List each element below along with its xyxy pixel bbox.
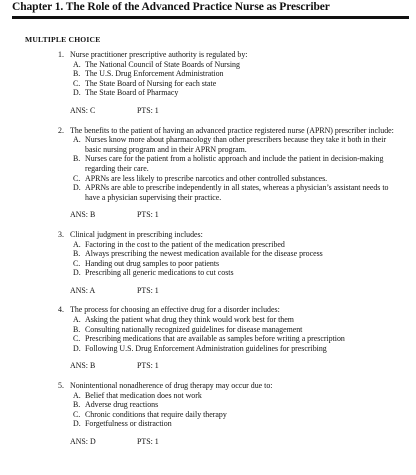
option-c [0, 259, 416, 269]
option-c [0, 79, 416, 89]
answer-key: ANS: D [70, 437, 96, 446]
chapter-title: Chapter 1. The Role of the Advanced Practice Nurse as Prescriber [12, 1, 330, 13]
option-b [0, 154, 416, 173]
answer-line [0, 210, 416, 220]
option-text: Prescribing medications that are available as samples before writing a prescription [85, 334, 345, 344]
option-text: Nurses know more about pharmacology than other prescribers because they take it both in their basic nursing program and in their APRN program. [85, 135, 387, 154]
option-list [0, 60, 416, 98]
answer-line [0, 361, 416, 371]
option-text: APRNs are able to prescribe independently in all states, whereas a physician’s assistant needs to have a physician supervising their practice. [85, 183, 389, 202]
question-number: 1. [58, 50, 64, 59]
points: PTS: 1 [137, 105, 159, 115]
option-list [0, 135, 416, 202]
option-b [0, 69, 416, 79]
option-a [0, 315, 416, 325]
option-text: The State Board of Pharmacy [85, 88, 179, 98]
option-text: Handing out drug samples to poor patients [85, 258, 220, 268]
option-letter: B. [73, 400, 81, 410]
option-text: The National Council of State Boards of Nursing [85, 59, 240, 69]
points: PTS: 1 [137, 285, 159, 295]
question-number: 3. [58, 229, 64, 239]
option-text: The State Board of Nursing for each state [85, 78, 217, 88]
question-text: Nurse practitioner prescriptive authority is regulated by: [70, 50, 248, 59]
question-number: 4. [58, 305, 64, 315]
option-d [0, 88, 416, 98]
answer-key: ANS: B [70, 361, 96, 371]
question-4 [0, 305, 416, 371]
question-text: The process for choosing an effective drug for a disorder includes: [70, 305, 280, 315]
option-letter: B. [73, 249, 81, 259]
question-2 [0, 126, 416, 220]
option-b [0, 325, 416, 335]
question-stem [0, 50, 416, 60]
question-5 [0, 381, 416, 447]
option-list [0, 315, 416, 353]
answer-line [0, 286, 416, 296]
option-text: Factoring in the cost to the patient of the medication prescribed [85, 239, 285, 249]
option-letter: C. [73, 258, 81, 268]
points: PTS: 1 [137, 361, 159, 371]
option-a [0, 135, 416, 154]
option-text: The U.S. Drug Enforcement Administration [85, 69, 224, 79]
option-letter: A. [73, 239, 81, 249]
question-stem [0, 126, 416, 136]
option-list [0, 240, 416, 278]
option-c [0, 410, 416, 420]
option-text: Consulting nationally recognized guidelines for disease management [85, 324, 303, 334]
option-text: APRNs are less likely to prescribe narcotics and other controlled substances. [85, 173, 328, 183]
option-a [0, 240, 416, 250]
option-list [0, 391, 416, 429]
question-text: The benefits to the patient of having an advanced practice registered nurse (APRN) prescriber include: [70, 125, 394, 135]
option-letter: D. [73, 419, 81, 429]
option-letter: C. [73, 173, 81, 183]
option-letter: A. [73, 315, 81, 325]
option-text: Belief that medication does not work [85, 390, 202, 400]
option-letter: B. [73, 69, 81, 79]
option-b [0, 400, 416, 410]
option-text: Nurses care for the patient from a holistic approach and include the patient in decision-making regarding their care. [85, 154, 384, 173]
question-stem [0, 230, 416, 240]
option-d [0, 344, 416, 354]
option-letter: A. [73, 135, 81, 145]
option-d [0, 419, 416, 429]
option-letter: D. [73, 183, 81, 193]
option-letter: D. [73, 88, 81, 98]
option-text: Prescribing all generic medications to cut costs [85, 268, 234, 278]
title-rule [12, 16, 409, 19]
option-text: Adverse drug reactions [85, 400, 159, 410]
option-letter: D. [73, 268, 81, 278]
question-list [0, 50, 416, 457]
option-d [0, 183, 416, 202]
option-letter: B. [73, 154, 81, 164]
option-letter: A. [73, 390, 81, 400]
answer-key: ANS: C [70, 105, 96, 115]
points: PTS: 1 [137, 210, 159, 220]
answer-line [0, 106, 416, 116]
points: PTS: 1 [137, 437, 159, 446]
option-letter: C. [73, 78, 81, 88]
option-text: Following U.S. Drug Enforcement Administration guidelines for prescribing [85, 343, 327, 353]
answer-key: ANS: B [70, 210, 96, 220]
option-text: Chronic conditions that require daily therapy [85, 409, 227, 419]
option-letter: C. [73, 334, 81, 344]
question-number: 5. [58, 381, 64, 391]
option-d [0, 268, 416, 278]
option-c [0, 174, 416, 184]
question-number: 2. [58, 125, 64, 135]
option-text: Asking the patient what drug they think would work best for them [85, 315, 294, 325]
question-stem [0, 305, 416, 315]
question-1 [0, 50, 416, 116]
option-text: Always prescribing the newest medication available for the disease process [85, 249, 323, 259]
question-text: Clinical judgment in prescribing includes: [70, 229, 203, 239]
option-a [0, 391, 416, 401]
question-stem [0, 381, 416, 391]
option-letter: C. [73, 409, 81, 419]
question-3 [0, 230, 416, 296]
answer-key: ANS: A [70, 285, 96, 295]
answer-line [0, 437, 416, 447]
question-text: Nonintentional nonadherence of drug therapy may occur due to: [70, 381, 273, 391]
option-letter: B. [73, 324, 81, 334]
option-b [0, 249, 416, 259]
section-heading: MULTIPLE CHOICE [25, 35, 101, 44]
option-letter: D. [73, 343, 81, 353]
option-a [0, 60, 416, 70]
option-letter: A. [73, 59, 81, 69]
option-c [0, 334, 416, 344]
option-text: Forgetfulness or distraction [85, 419, 172, 429]
